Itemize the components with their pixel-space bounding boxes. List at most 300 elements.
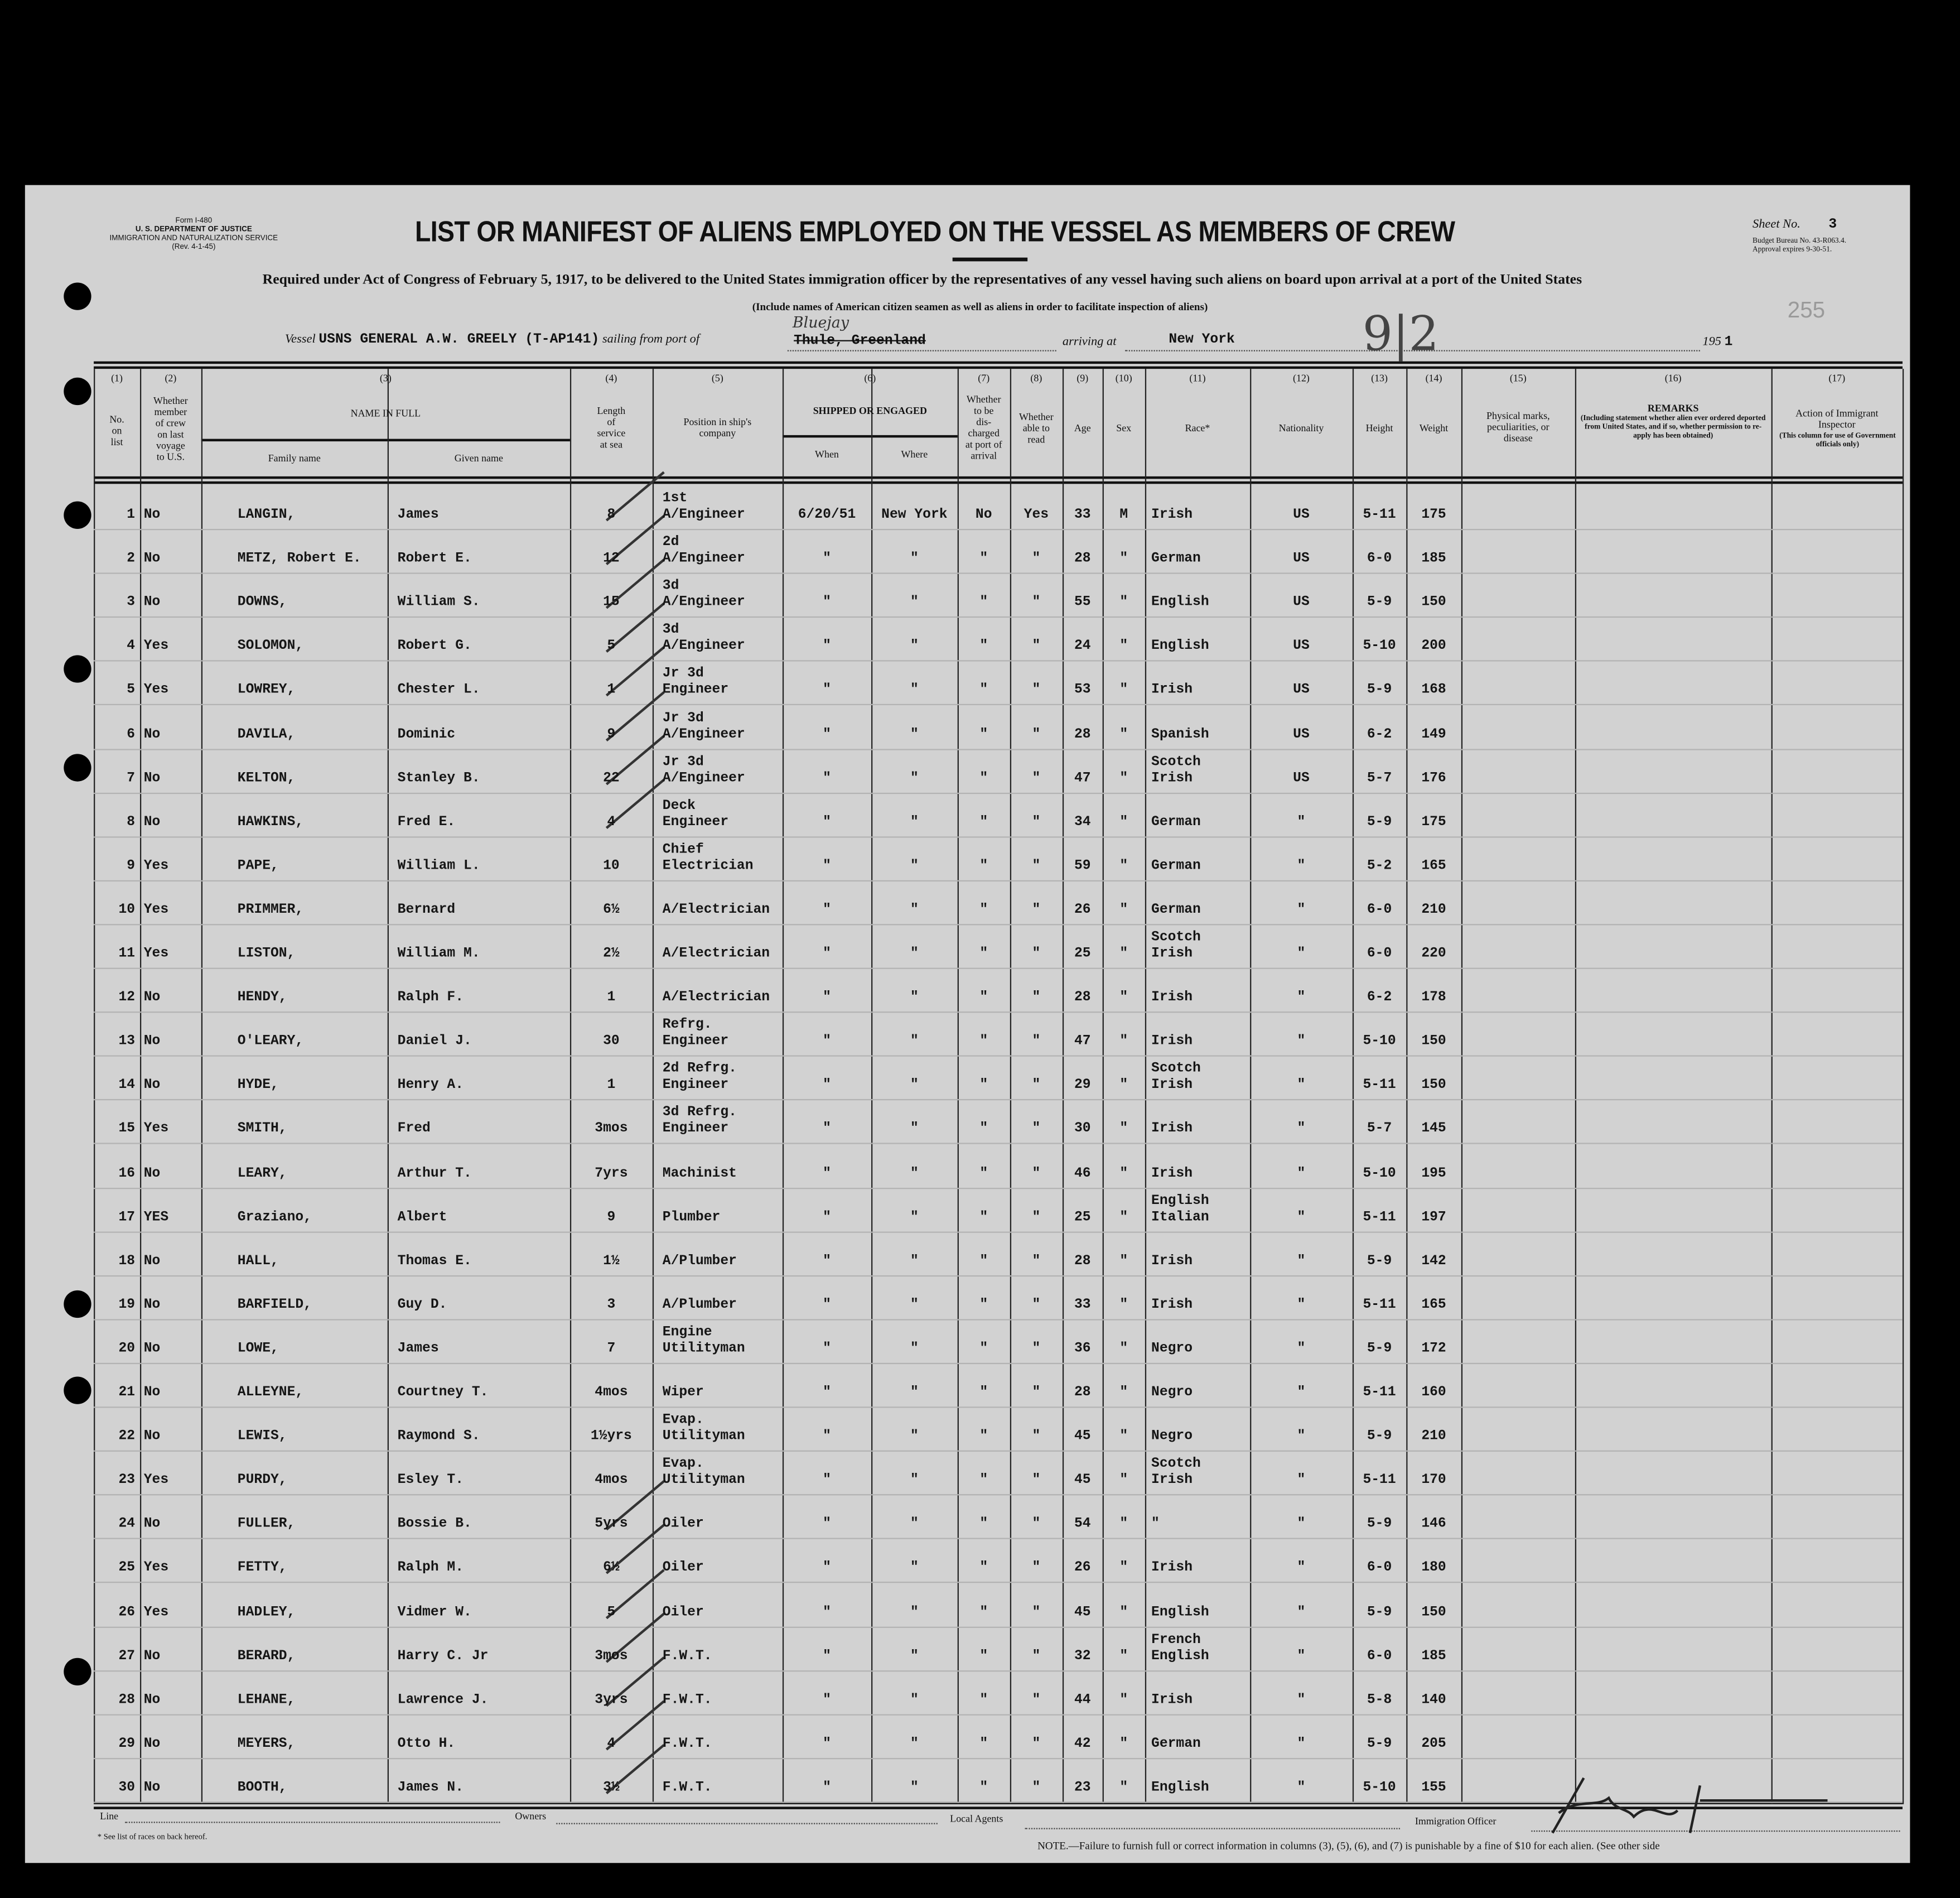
arriving-port: New York [1169,333,1235,348]
position: Oiler [662,1517,704,1533]
age: 55 [1074,595,1091,611]
service-length: 2½ [603,946,620,962]
service-length: 3mos [595,1122,628,1138]
crew-member: No [143,1649,161,1664]
crew-member: No [143,507,161,523]
age: 44 [1074,1692,1091,1708]
shipped-when: " [823,859,831,874]
age: 30 [1074,1122,1091,1138]
column-header-c8: Whether able to read [1018,411,1054,445]
family-name: LOWE, [237,1341,279,1357]
header-bottom-rule [94,476,1903,479]
shipped-where: " [910,1560,919,1576]
height: 6-0 [1367,1560,1392,1576]
nationality: " [1297,1736,1306,1752]
crew-member: No [143,595,161,611]
table-row [0,1406,1960,1450]
height: 5-11 [1363,1473,1396,1488]
sex: " [1119,902,1128,918]
list-no: 12 [118,990,136,1006]
shipped-when: 6/20/51 [798,507,856,523]
able-to-read: " [1032,1078,1041,1093]
discharged: " [979,683,988,698]
height: 5-9 [1367,1736,1392,1752]
nationality: " [1297,1034,1306,1049]
weight: 140 [1421,1692,1446,1708]
height: 5-10 [1363,1165,1396,1181]
service-length: 10 [603,859,620,874]
list-no: 18 [118,1254,136,1269]
sex: " [1119,990,1128,1006]
age: 28 [1074,551,1091,567]
height: 6-0 [1367,902,1392,918]
service-length: 1 [607,1078,616,1093]
table-top-rule [94,367,1903,369]
given-name: Fred [397,1122,431,1138]
race: English Italian [1151,1193,1209,1225]
weight: 185 [1421,1649,1446,1664]
table-row [0,1231,1960,1275]
nationality: " [1297,946,1306,962]
sex: " [1119,1122,1128,1138]
shipped-when: " [823,595,831,611]
table-row [0,1143,1960,1187]
budget-info [1753,238,1846,255]
age: 33 [1074,1297,1091,1313]
crew-member: No [143,1517,161,1533]
crew-member: No [143,551,161,567]
able-to-read: " [1032,946,1041,962]
weight: 205 [1421,1736,1446,1752]
height: 5-11 [1363,1078,1396,1093]
service-length: 1½yrs [590,1429,632,1444]
crew-member: Yes [143,1560,169,1576]
discharged: " [979,1429,988,1444]
given-name: James [397,1341,439,1357]
family-name: PAPE, [237,859,279,874]
nationality: " [1297,1297,1306,1313]
position: Oiler [662,1605,704,1620]
list-no: 15 [118,1122,136,1138]
crew-member: No [143,1078,161,1093]
column-header-n5: (5) [711,372,723,384]
weight: 165 [1421,859,1446,874]
family-name: BERARD, [237,1649,296,1664]
race: German [1151,1736,1201,1752]
list-no: 27 [118,1649,136,1664]
shipped-when: " [823,551,831,567]
shipped-where: " [910,990,919,1006]
weight: 220 [1421,946,1446,962]
able-to-read: " [1032,902,1041,918]
list-no: 22 [118,1429,136,1444]
shipped-where: " [910,946,919,962]
list-no: 20 [118,1341,136,1357]
age: 47 [1074,1034,1091,1049]
service-length: 4mos [595,1385,628,1401]
table-row [0,617,1960,661]
table-row [0,573,1960,616]
discharged: " [979,1034,988,1049]
shipped-when: " [823,639,831,654]
service-length: 9 [607,727,616,743]
table-row [0,529,1960,572]
shipped-when: " [823,1560,831,1576]
weight: 178 [1421,990,1446,1006]
family-name: BOOTH, [237,1780,287,1795]
age: 25 [1074,946,1091,962]
year [1702,335,1732,350]
crew-member: No [143,1341,161,1357]
discharged: " [979,1736,988,1752]
height: 5-11 [1363,507,1396,523]
vessel-line [285,333,699,348]
table-row [0,1275,1960,1318]
penalty-note: NOTE.—Failure to furnish full or correct information in columns (3), (5), (6), and (7) is punishable by a fine of $10 for each alien. (See other side [1037,1839,1660,1852]
shipped-when: " [823,815,831,830]
crew-member: No [143,1254,161,1269]
column-header-n2: (2) [165,372,177,384]
weight: 175 [1421,507,1446,523]
discharged: " [979,1780,988,1795]
age: 26 [1074,902,1091,918]
discharged: " [979,1605,988,1620]
sex: " [1119,1341,1128,1357]
column-header-n7: (7) [978,372,990,384]
service-length: 3mos [595,1649,628,1664]
shipped-where: " [910,1517,919,1533]
vessel-name: USNS GENERAL A.W. GREELY (T-AP141) [318,333,600,348]
sheet-label: Sheet No. [1753,217,1800,232]
crew-member: No [143,1385,161,1401]
service-length: 4 [607,1736,616,1752]
column-header-c16: REMARKS [1647,402,1699,414]
nationality: " [1297,815,1306,830]
struck-port: Thule, Greenland [794,334,926,349]
race: Irish [1151,1122,1193,1138]
discharged: " [979,1210,988,1225]
able-to-read: " [1032,639,1041,654]
column-header-n15: (15) [1509,372,1527,384]
age: 28 [1074,727,1091,743]
shipped-when: " [823,1517,831,1533]
weight: 185 [1421,551,1446,567]
list-no: 29 [118,1736,136,1752]
family-name: HADLEY, [237,1605,296,1620]
given-name: Robert G. [397,639,472,654]
discharged: " [979,551,988,567]
list-no: 28 [118,1692,136,1708]
shipped-where: " [910,1605,919,1620]
shipped-where: " [910,639,919,654]
race: English [1151,639,1209,654]
discharged: " [979,1517,988,1533]
service-length: 1½ [603,1254,620,1269]
given-name: Esley T. [397,1473,464,1488]
column-header-n4: (4) [605,372,617,384]
able-to-read: " [1032,815,1041,830]
shipped-where: " [910,551,919,567]
family-name: LANGIN, [237,507,296,523]
nationality: " [1297,1473,1306,1488]
sex: " [1119,1736,1128,1752]
age: 24 [1074,639,1091,654]
include-note: (Include names of American citizen seamen as well as aliens in order to facilitate inspection of aliens) [752,300,1208,313]
family-name: LISTON, [237,946,296,962]
height: 5-8 [1367,1692,1392,1708]
crew-member: Yes [143,1473,169,1488]
column-header-n17: (17) [1828,372,1846,384]
column-header-n11: (11) [1189,372,1206,384]
family-name: HYDE, [237,1078,279,1093]
height: 5-7 [1367,1122,1392,1138]
service-length: 22 [603,770,620,786]
owners-field[interactable] [556,1823,938,1824]
column-header-n13: (13) [1371,372,1388,384]
weight: 160 [1421,1385,1446,1401]
race: French English [1151,1632,1209,1664]
crew-member: YES [143,1210,169,1225]
crew-member: No [143,770,161,786]
able-to-read: " [1032,595,1041,611]
shipped-where: " [910,1210,919,1225]
position: 2d A/Engineer [662,535,745,567]
column-header-c9: Age [1074,422,1091,434]
position: A/Plumber [662,1254,737,1269]
sex: " [1119,1429,1128,1444]
weight: 150 [1421,595,1446,611]
column-header-c12: Nationality [1278,422,1324,434]
given-name: Bernard [397,902,456,918]
shipped-where: " [910,1385,919,1401]
column-header-n10: (10) [1115,372,1132,384]
form-info [88,218,300,253]
table-row [0,1011,1960,1055]
height: 5-10 [1363,639,1396,654]
family-name: MEYERS, [237,1736,296,1752]
given-name: Courtney T. [397,1385,489,1401]
list-no: 24 [118,1517,136,1533]
nationality: US [1293,507,1310,523]
position: 3d A/Engineer [662,623,745,654]
table-row [0,968,1960,1011]
form-number: Form I-480 [175,217,213,225]
given-name: Vidmer W. [397,1605,472,1620]
arriving-label: arriving at [1062,335,1117,349]
able-to-read: " [1032,1429,1041,1444]
table-row [0,924,1960,967]
position: Refrg. Engineer [662,1018,729,1049]
shipped-where: " [910,1692,919,1708]
sex: " [1119,1473,1128,1488]
vessel-label: Vessel [284,333,316,346]
height: 6-0 [1367,1649,1392,1664]
sex: " [1119,595,1128,611]
table-row [0,1319,1960,1362]
shipped-where: " [910,815,919,830]
column-header-n16: (16) [1664,372,1682,384]
age: 45 [1074,1605,1091,1620]
shipped-subheader-rule [783,435,958,437]
stamp-number: 255 [1787,297,1826,323]
age: 54 [1074,1517,1091,1533]
position: F.W.T. [662,1736,712,1752]
race: Irish [1151,1560,1193,1576]
age: 28 [1074,1385,1091,1401]
height: 5-10 [1363,1780,1396,1795]
sheet-no-value: 3 [1828,217,1837,233]
line-field[interactable] [125,1822,500,1823]
weight: 172 [1421,1341,1446,1357]
age: 46 [1074,1165,1091,1181]
able-to-read: " [1032,1122,1041,1138]
shipped-when: " [823,946,831,962]
table-row [0,1670,1960,1713]
agents-field[interactable] [1025,1828,1400,1829]
shipped-when: " [823,1780,831,1795]
shipped-when: " [823,1122,831,1138]
nationality: " [1297,1078,1306,1093]
given-name: Otto H. [397,1736,456,1752]
table-row [0,705,1960,748]
height: 5-9 [1367,1605,1392,1620]
shipped-when: " [823,1297,831,1313]
service-length: 12 [603,551,620,567]
shipped-where: " [910,595,919,611]
shipped-when: " [823,770,831,786]
list-no: 7 [127,770,136,786]
weight: 150 [1421,1034,1446,1049]
age: 47 [1074,770,1091,786]
position: 3d A/Engineer [662,579,745,611]
weight: 150 [1421,1605,1446,1620]
list-no: 1 [127,507,136,523]
officer-label: Immigration Officer [1415,1815,1496,1827]
age: 45 [1074,1429,1091,1444]
column-header-n1: (1) [111,372,123,384]
position: Plumber [662,1210,721,1225]
position: Jr 3d A/Engineer [662,711,745,743]
discharged: " [979,1165,988,1181]
column-header-c4: Length of service at sea [597,405,626,450]
list-no: 2 [127,551,136,567]
able-to-read: " [1032,727,1041,743]
discharged: " [979,727,988,743]
weight: 149 [1421,727,1446,743]
subtitle: Required under Act of Congress of February 5, 1917, to be delivered to the United States immigration officer by the representatives of any vessel having such aliens on board upon arrival at a port of the United States [262,272,1582,288]
list-no: 11 [118,946,136,962]
shipped-when: " [823,1429,831,1444]
discharged: " [979,990,988,1006]
weight: 170 [1421,1473,1446,1488]
weight: 210 [1421,902,1446,918]
shipped-where: " [910,1297,919,1313]
family-name: DOWNS, [237,595,287,611]
nationality: US [1293,551,1310,567]
discharged: " [979,815,988,830]
crew-member: No [143,815,161,830]
race: Scotch Irish [1151,754,1201,786]
age: 33 [1074,507,1091,523]
family-name: LEWIS, [237,1429,287,1444]
crew-member: No [143,1429,161,1444]
race: Spanish [1151,727,1209,743]
table-row [0,1538,1960,1582]
nationality: " [1297,902,1306,918]
race: Irish [1151,683,1193,698]
crew-member: Yes [143,639,169,654]
race: German [1151,815,1201,830]
shipped-where: " [910,1034,919,1049]
position: A/Electrician [662,902,770,918]
crew-member: Yes [143,902,169,918]
table-row [0,1056,1960,1099]
given-name: James [397,507,439,523]
age: 45 [1074,1473,1091,1488]
table-row [0,485,1960,529]
handwritten-mark: 9|2 [1362,306,1439,362]
given-name: Fred E. [397,815,456,830]
table-row [0,1451,1960,1494]
title-rule [953,258,1027,262]
race: Negro [1151,1341,1193,1357]
column-header-c15: Physical marks, peculiarities, or disease [1486,410,1550,444]
family-name: LEARY, [237,1165,287,1181]
weight: 210 [1421,1429,1446,1444]
column-header-n14: (14) [1425,372,1442,384]
given-name: William L. [397,859,480,874]
budget-number: Budget Bureau No. 43-R063.4. [1753,237,1847,245]
height: 5-9 [1367,595,1392,611]
race: Scotch Irish [1151,1062,1201,1093]
list-no: 14 [118,1078,136,1093]
shipped-when: " [823,727,831,743]
discharged: " [979,1078,988,1093]
given-name: Robert E. [397,551,472,567]
name-subheader-rule [201,439,570,441]
nationality: " [1297,1429,1306,1444]
service-length: 6½ [603,902,620,918]
given-name: Bossie B. [397,1517,472,1533]
table-row [0,749,1960,792]
discharged: " [979,946,988,962]
handwritten-port: Bluejay [792,314,849,331]
column-header-c3: NAME IN FULL [350,407,421,419]
position: 1st A/Engineer [662,491,745,523]
given-name: Daniel J. [397,1034,472,1049]
able-to-read: " [1032,1254,1041,1269]
shipped-where: " [910,1254,919,1269]
shipped-where: " [910,770,919,786]
column-header-c6a: When [815,449,839,460]
sex: " [1119,1560,1128,1576]
discharged: No [975,507,992,523]
able-to-read: " [1032,1297,1041,1313]
able-to-read: " [1032,1385,1041,1401]
column-header-c5: Position in ship's company [683,416,752,439]
family-name: KELTON, [237,770,296,786]
sex: " [1119,859,1128,874]
height: 5-9 [1367,1429,1392,1444]
service-length: 1 [607,990,616,1006]
sex: " [1119,1780,1128,1795]
crew-member: Yes [143,859,169,874]
height: 6-0 [1367,551,1392,567]
service-length: 15 [603,595,620,611]
age: 34 [1074,815,1091,830]
height: 5-2 [1367,859,1392,874]
sex: " [1119,1605,1128,1620]
